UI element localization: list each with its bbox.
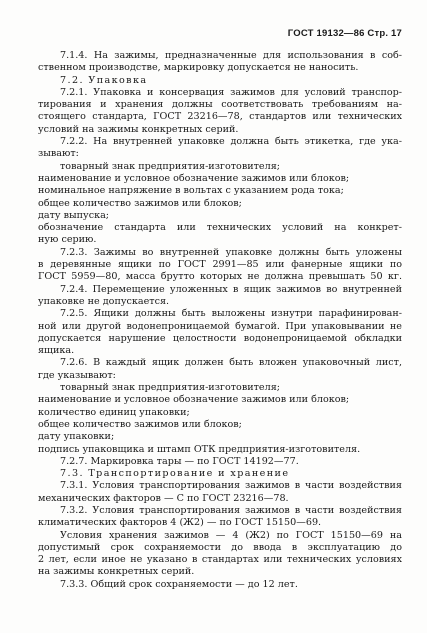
text-line: общее количество зажимов или блоков; xyxy=(38,197,242,209)
text-line: климатических факторов 4 (Ж2) — по ГОСТ 15150—69. xyxy=(38,517,322,529)
text-line: условий на зажимы конкретных серий. xyxy=(38,123,239,135)
text-line: упаковке не допускается. xyxy=(38,295,170,307)
text-line: товарный знак предприятия-изготовителя; xyxy=(60,382,280,394)
text-line: 7.2.3. Зажимы во внутренней упаковке должны быть уложены xyxy=(60,246,402,258)
text-line: ной или другой водонепроницаемой бумагой. При упаковывании не xyxy=(38,320,402,332)
text-line: Условия хранения зажимов — 4 (Ж2) по ГОСТ 15150—69 на xyxy=(60,529,402,541)
text-line: товарный знак предприятия-изготовителя; xyxy=(60,160,280,172)
text-line: 7.3.2. Условия транспортирования зажимов в части воздействия xyxy=(60,504,402,516)
text-line: допускается нарушение целостности водонепроницаемой обкладки xyxy=(38,332,402,344)
text-line: ственном производстве, маркировку допускается не наносить. xyxy=(38,62,359,74)
text-line: дату выпуска; xyxy=(38,209,110,221)
text-line: наименование и условное обозначение зажимов или блоков; xyxy=(38,172,350,184)
text-line: 7.3.1. Условия транспортирования зажимов в части воздействия xyxy=(60,480,402,492)
text-line: на зажимы конкретных серий. xyxy=(38,566,195,578)
text-line: наименование и условное обозначение зажимов или блоков; xyxy=(38,394,350,406)
section-heading: 7.2. Упаковка xyxy=(60,74,148,86)
section-heading: 7.3. Транспортирование и хранение xyxy=(60,468,290,480)
text-line: допустимый срок сохраняемости до ввода в эксплуатацию до xyxy=(38,541,402,553)
text-line: в деревянные ящики по ГОСТ 2991—85 или фанерные ящики по xyxy=(38,259,402,271)
text-line: стоящего стандарта, ГОСТ 23216—78, стандартов или технических xyxy=(38,111,402,123)
text-line: 7.1.4. На зажимы, предназначенные для использования в соб- xyxy=(60,50,402,61)
text-line: 7.2.4. Перемещение уложенных в ящик зажимов во внутренней xyxy=(60,283,402,295)
text-line: ную серию. xyxy=(38,234,97,246)
text-line: 7.2.7. Маркировка тары — по ГОСТ 14192—77. xyxy=(60,455,299,467)
text-line: подпись упаковщика и штамп ОТК предприятия-изготовителя. xyxy=(38,443,361,455)
document-body xyxy=(38,50,402,591)
text-line: 7.2.2. На внутренней упаковке должна быть этикетка, где ука- xyxy=(60,136,402,148)
text-line: 7.2.1. Упаковка и консервация зажимов для условий транспор- xyxy=(60,86,402,98)
text-line: обозначение стандарта или технических условий на конкрет- xyxy=(38,222,402,234)
text-line: зывают: xyxy=(38,148,79,160)
text-line: механических факторов — С по ГОСТ 23216—78. xyxy=(38,492,289,504)
text-line: количество единиц упаковки; xyxy=(38,406,190,418)
text-line: 7.2.6. В каждый ящик должен быть вложен упаковочный лист, xyxy=(60,357,402,369)
text-line: дату упаковки; xyxy=(38,431,115,443)
text-line: 2 лет, если иное не указано в стандартах или технических условиях xyxy=(38,554,402,566)
text-line: ящика. xyxy=(38,345,75,357)
text-line: ГОСТ 5959—80, масса брутто которых не должна превышать 50 кг. xyxy=(38,271,402,283)
text-line: тирования и хранения должны соответствовать требованиям на- xyxy=(38,99,402,111)
text-line: 7.2.5. Ящики должны быть выложены изнутри парафинирован- xyxy=(60,308,402,320)
page-header: ГОСТ 19132—86 Стр. 17 xyxy=(287,28,402,39)
text-line: номинальное напряжение в вольтах с указанием рода тока; xyxy=(38,185,344,197)
text-line: 7.3.3. Общий срок сохраняемости — до 12 лет. xyxy=(60,578,298,590)
text-line: общее количество зажимов или блоков; xyxy=(38,418,242,430)
text-line: где указывают: xyxy=(38,369,116,381)
